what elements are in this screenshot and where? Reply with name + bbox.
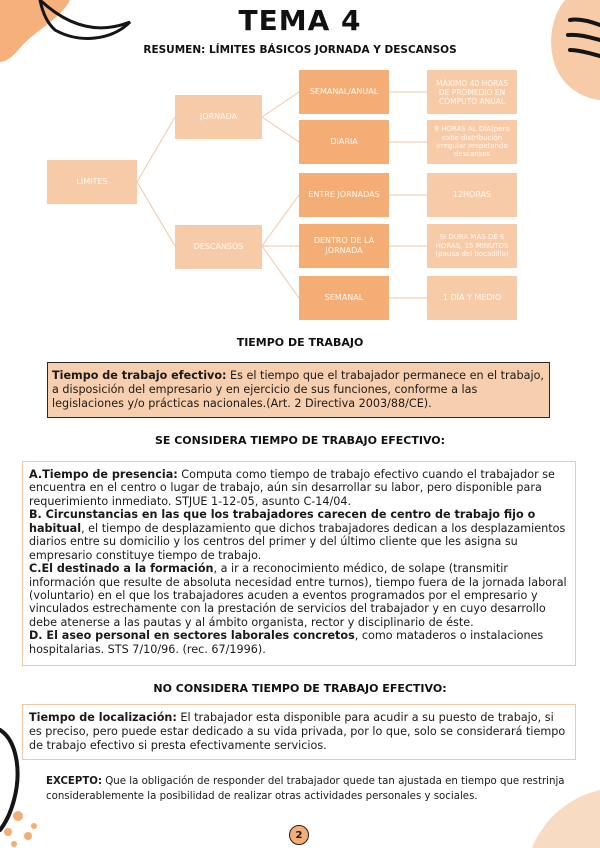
- section-tiempo-trabajo: TIEMPO DE TRABAJO: [236, 336, 364, 349]
- excepto-text: Que la obligación de responder del trabajador quede tan ajustada en tiempo que restrinja considerablemente la posibilidad de realizar otras actividades personales y sociales.: [46, 776, 565, 803]
- definition-term: Tiempo de trabajo efectivo:: [52, 369, 227, 382]
- node-entre-jornadas: ENTRE JORNADAS: [299, 173, 389, 217]
- item-b-text: , el tiempo de desplazamiento que dichos trabajadores dedican a los desplazamientos diarios entre su domicilio y los centros del primer y del último cliente que les asigna su empresario constituye tiempo de trabajo.: [29, 521, 566, 562]
- node-descansos: DESCANSOS: [175, 225, 262, 269]
- value-semanal: 1 DÍA Y MEDIO: [427, 276, 517, 320]
- item-a-text: Computa como tiempo de trabajo efectivo cuando el trabajador se encuentra en el centro o lugar de trabajo, aún sin desarrollar su labor, pero disponible para requerimiento inmediato. STJUE 1-12-05, asunto C-14/04.: [29, 468, 555, 508]
- excepto-note: [46, 774, 566, 805]
- page-title: TEMA 4: [238, 4, 362, 37]
- value-entre-jornadas: 12HORAS: [427, 173, 517, 217]
- item-d-term: D. El aseo personal en sectores laborales concretos: [29, 629, 355, 643]
- node-limites: LÍMITES: [47, 160, 137, 204]
- item-b: [29, 508, 569, 562]
- localizacion-term: Tiempo de localización:: [29, 711, 177, 724]
- excepto-term: EXCEPTO:: [46, 776, 103, 787]
- item-b-term: B. Circunstancias en las que los trabajadores carecen de centro de trabajo fijo o habitual: [29, 508, 536, 535]
- no-considera-box: [22, 704, 576, 760]
- node-diaria: DIARIA: [299, 120, 389, 164]
- page-number: 2: [289, 825, 309, 845]
- page-subtitle: RESUMEN: LÍMITES BÁSICOS JORNADA Y DESCANSOS: [143, 44, 457, 56]
- localizacion-text: El trabajador esta disponible para acudir a su puesto de trabajo, si es preciso, pero puede estar dedicado a su vida privada, por lo que, solo se considerará tiempo de trabajo efectivo si presta efectivamente servicios.: [29, 711, 566, 752]
- definition-text: Es el tiempo que el trabajador permanece en el trabajo, a disposición del empresario y en ejercicio de sus funciones, conforme a las legislaciones y/o prácticas nacionales.(Art. 2 Directiva 2003/88/CE).: [52, 369, 544, 410]
- node-dentro-jornada: DENTRO DE LA JORNADA: [299, 224, 389, 268]
- item-c-text: , a ir a reconocimiento médico, de solape (transmitir información que resulte de absoluta necesidad entre turnos), tiempo fuera de la jornada laboral (voluntario) en el que los trabajadores acuden a eventos programados por el empresario y vinculados estrechamente con la prestación de servicios del trabajador y en cuyo desarrollo debe atenerse a las pautas y al ámbito organista, rector y disciplinario de éste.: [29, 562, 567, 629]
- section-no-considera: NO CONSIDERA TIEMPO DE TRABAJO EFECTIVO:: [153, 682, 447, 695]
- value-diaria: 9 HORAS AL DÍA(pero cabe distribución irregular respetando descansos: [427, 120, 517, 164]
- node-semanal: SEMANAL: [299, 276, 389, 320]
- definition-box: [47, 362, 550, 418]
- node-semanal-anual: SEMANAL/ANUAL: [299, 70, 389, 114]
- section-considera: SE CONSIDERA TIEMPO DE TRABAJO EFECTIVO:: [154, 434, 446, 447]
- item-d: [29, 629, 569, 656]
- considera-box: [22, 461, 576, 666]
- item-c: [29, 562, 569, 629]
- item-c-term: C.El destinado a la formación: [29, 562, 214, 576]
- value-semanal-anual: MÁXIMO 40 HORAS DE PROMEDIO EN CÓMPUTO ANUAL: [427, 70, 517, 114]
- item-a-term: A.Tiempo de presencia:: [29, 468, 178, 481]
- item-a: [29, 468, 569, 508]
- value-dentro-jornada: SI DURA MÁS DE 6 HORAS, 15 MINUTOS (pausa del bocadillo): [427, 224, 517, 268]
- node-jornada: JORNADA: [175, 95, 262, 139]
- item-d-text: , como mataderos o instalaciones hospitalarias. STS 7/10/96. (rec. 67/1996).: [29, 629, 544, 656]
